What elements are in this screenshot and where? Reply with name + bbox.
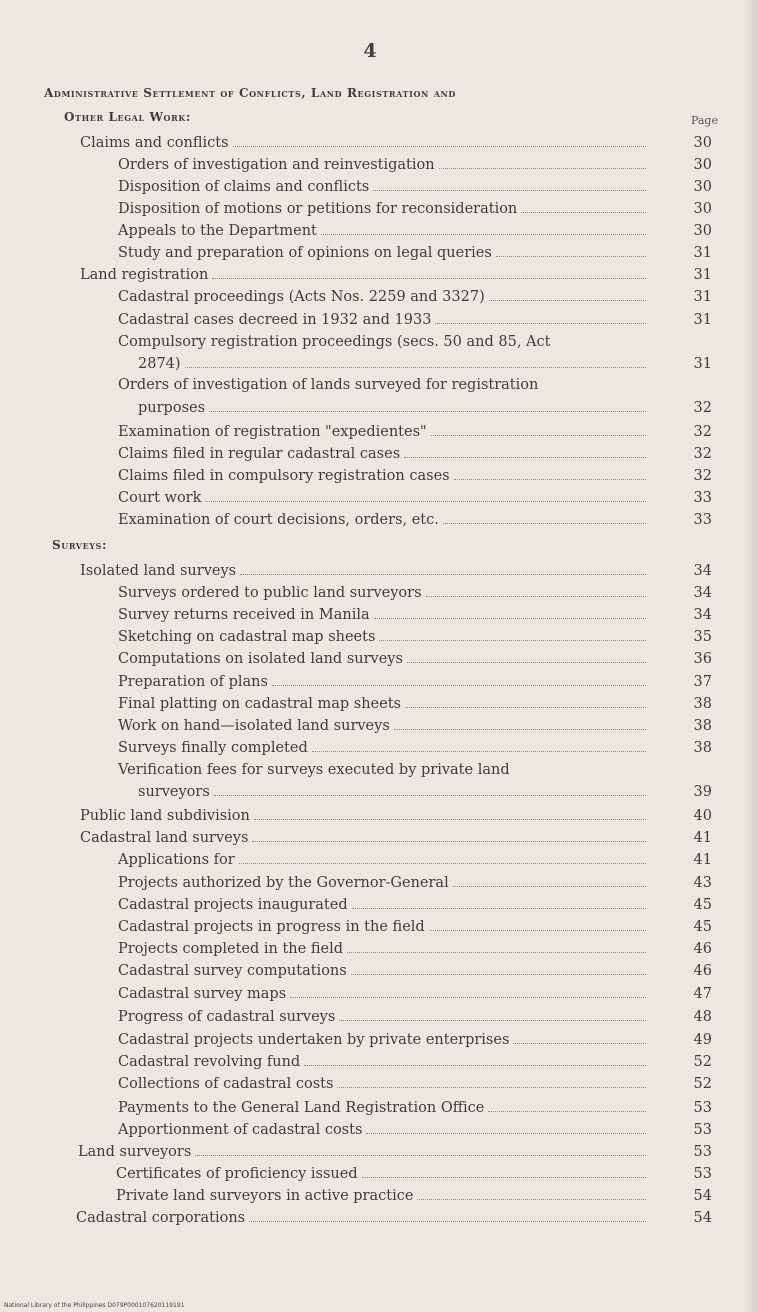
toc-entry-text: Collections of cadastral costs bbox=[118, 1076, 334, 1092]
dot-leader bbox=[195, 1155, 646, 1156]
toc-page-number: 45 bbox=[693, 919, 712, 935]
dot-leader bbox=[366, 1133, 646, 1134]
toc-entry-text: Court work bbox=[118, 490, 202, 506]
toc-page-number: 31 bbox=[693, 289, 712, 305]
toc-page-number: 30 bbox=[693, 157, 712, 173]
toc-entry bbox=[118, 626, 646, 648]
toc-entry-text: Public land subdivision bbox=[80, 808, 250, 824]
toc-page-number: 38 bbox=[693, 740, 712, 756]
footer-attribution: National Library of the Philippines D079P000107620119191 bbox=[4, 1302, 185, 1309]
toc-page-number: 34 bbox=[693, 585, 712, 601]
toc-entry-text: Certificates of proficiency issued bbox=[116, 1166, 358, 1182]
toc-entry bbox=[118, 693, 646, 715]
toc-entry-text: Compulsory registration proceedings (secs. 50 and 85, Act bbox=[118, 334, 551, 350]
toc-entry bbox=[118, 872, 646, 894]
toc-entry bbox=[118, 286, 646, 308]
dot-leader bbox=[233, 146, 646, 147]
toc-entry-text: Examination of court decisions, orders, etc. bbox=[118, 512, 439, 528]
dot-leader bbox=[212, 278, 646, 279]
toc-entry-text: Cadastral revolving fund bbox=[118, 1054, 301, 1070]
dot-leader bbox=[339, 1020, 646, 1021]
toc-entry-text: Study and preparation of opinions on legal queries bbox=[118, 245, 492, 261]
toc-entry bbox=[118, 1051, 646, 1073]
dot-leader bbox=[429, 930, 646, 931]
toc-entry bbox=[118, 487, 646, 509]
toc-entry-text: Projects completed in the field bbox=[118, 941, 344, 957]
toc-entry bbox=[118, 176, 646, 198]
toc-entry-text: Orders of investigation of lands surveyed for registration bbox=[118, 377, 539, 393]
toc-page-number: 31 bbox=[693, 267, 712, 283]
toc-page-number: 46 bbox=[693, 941, 712, 957]
toc-entry bbox=[118, 242, 646, 264]
toc-page-number: 30 bbox=[693, 223, 712, 239]
toc-entry-text: Verification fees for surveys executed by private land bbox=[118, 762, 510, 778]
toc-page-number: 34 bbox=[693, 563, 712, 579]
dot-leader bbox=[254, 819, 646, 820]
toc-entry bbox=[118, 443, 646, 465]
toc-entry bbox=[80, 805, 646, 827]
toc-page-number: 53 bbox=[693, 1144, 712, 1160]
toc-entry-text: Final platting on cadastral map sheets bbox=[118, 696, 401, 712]
dot-leader bbox=[304, 1065, 646, 1066]
toc-entry bbox=[138, 353, 646, 375]
toc-entry bbox=[116, 1163, 646, 1185]
toc-entry bbox=[118, 1073, 646, 1095]
toc-page-number: 36 bbox=[693, 651, 712, 667]
dot-leader bbox=[496, 256, 646, 257]
toc-entry-text: Cadastral land surveys bbox=[80, 830, 249, 846]
toc-entry-text: Apportionment of cadastral costs bbox=[118, 1122, 363, 1138]
dot-leader bbox=[209, 411, 646, 412]
toc-entry bbox=[118, 849, 646, 871]
toc-entry-text: Surveys finally completed bbox=[118, 740, 308, 756]
dot-leader bbox=[347, 952, 646, 953]
toc-entry-text: Cadastral projects undertaken by private enterprises bbox=[118, 1032, 510, 1048]
dot-leader bbox=[453, 886, 646, 887]
toc-page-number: 32 bbox=[693, 468, 712, 484]
toc-entry-text: Claims filed in compulsory registration cases bbox=[118, 468, 450, 484]
toc-page-number: 34 bbox=[693, 607, 712, 623]
toc-entry bbox=[80, 132, 646, 154]
toc-entry bbox=[118, 220, 646, 242]
toc-entry-text: Cadastral corporations bbox=[76, 1210, 246, 1226]
dot-leader bbox=[252, 841, 646, 842]
toc-entry bbox=[118, 671, 646, 693]
toc-entry bbox=[118, 1119, 646, 1141]
toc-page-number: 40 bbox=[693, 808, 712, 824]
toc-entry bbox=[118, 604, 646, 626]
toc-entry-text: Cadastral projects in progress in the field bbox=[118, 919, 425, 935]
dot-leader bbox=[488, 1111, 646, 1112]
toc-entry-text: Payments to the General Land Registration Office bbox=[118, 1100, 485, 1116]
dot-leader bbox=[321, 234, 646, 235]
dot-leader bbox=[417, 1199, 646, 1200]
toc-entry bbox=[118, 154, 646, 176]
dot-leader bbox=[185, 367, 646, 368]
toc-page-number: 30 bbox=[693, 135, 712, 151]
toc-entry-text: Cadastral proceedings (Acts Nos. 2259 and 3327) bbox=[118, 289, 485, 305]
toc-page-number: 35 bbox=[693, 629, 712, 645]
toc-page-number: 47 bbox=[693, 986, 712, 1002]
dot-leader bbox=[272, 685, 646, 686]
toc-entry bbox=[118, 582, 646, 604]
dot-leader bbox=[439, 168, 646, 169]
toc-entry bbox=[118, 465, 646, 487]
section-title-admin-line2: Other Legal Work: bbox=[64, 110, 191, 124]
dot-leader bbox=[374, 618, 646, 619]
toc-entry-continuation: purposes bbox=[138, 400, 206, 416]
toc-page-number: 38 bbox=[693, 696, 712, 712]
dot-leader bbox=[454, 479, 646, 480]
toc-page-number: 53 bbox=[693, 1122, 712, 1138]
toc-entry-text: Disposition of claims and conflicts bbox=[118, 179, 370, 195]
toc-page-number: 32 bbox=[693, 446, 712, 462]
toc-entry bbox=[116, 1185, 646, 1207]
toc-entry bbox=[118, 309, 646, 331]
toc-entry-text: Land registration bbox=[80, 267, 209, 283]
toc-entry-text: Land surveyors bbox=[78, 1144, 192, 1160]
toc-entry-text: Appeals to the Department bbox=[118, 223, 317, 239]
toc-page-number: 33 bbox=[693, 490, 712, 506]
toc-page-number: 48 bbox=[693, 1009, 712, 1025]
dot-leader bbox=[394, 729, 646, 730]
toc-entry-text: Isolated land surveys bbox=[80, 563, 237, 579]
dot-leader bbox=[373, 190, 646, 191]
toc-entry-text: Disposition of motions or petitions for reconsideration bbox=[118, 201, 518, 217]
toc-page-number: 53 bbox=[693, 1166, 712, 1182]
page-number: 4 bbox=[363, 40, 377, 62]
toc-entry bbox=[118, 1006, 646, 1028]
toc-entry-text: Projects authorized by the Governor-General bbox=[118, 875, 449, 891]
toc-entry-text: Preparation of plans bbox=[118, 674, 268, 690]
dot-leader bbox=[521, 212, 646, 213]
toc-entry bbox=[80, 827, 646, 849]
toc-entry-continuation: 2874) bbox=[138, 356, 181, 372]
toc-page-number: 32 bbox=[693, 400, 712, 416]
toc-entry-text: Surveys ordered to public land surveyors bbox=[118, 585, 422, 601]
dot-leader bbox=[290, 997, 646, 998]
toc-entry-text: Cadastral survey maps bbox=[118, 986, 287, 1002]
toc-page-number: 31 bbox=[693, 356, 712, 372]
toc-entry bbox=[118, 715, 646, 737]
dot-leader bbox=[443, 523, 646, 524]
toc-entry bbox=[118, 1097, 646, 1119]
toc-entry-text: Applications for bbox=[118, 852, 235, 868]
toc-entry bbox=[80, 560, 646, 582]
toc-entry-continuation: surveyors bbox=[138, 784, 210, 800]
toc-page-number: 46 bbox=[693, 963, 712, 979]
toc-entry bbox=[118, 960, 646, 982]
toc-entry bbox=[118, 737, 646, 759]
toc-entry bbox=[118, 421, 646, 443]
dot-leader bbox=[240, 574, 646, 575]
section-title-surveys: Surveys: bbox=[52, 538, 108, 552]
dot-leader bbox=[431, 435, 646, 436]
toc-page-number: 52 bbox=[693, 1076, 712, 1092]
toc-entry-text: Cadastral survey computations bbox=[118, 963, 347, 979]
toc-entry-text: Work on hand—isolated land surveys bbox=[118, 718, 390, 734]
toc-entry-text: Sketching on cadastral map sheets bbox=[118, 629, 376, 645]
dot-leader bbox=[407, 662, 646, 663]
section-title-admin-line1: Administrative Settlement of Conflicts, Land Registration and bbox=[44, 86, 456, 100]
toc-entry-text: Computations on isolated land surveys bbox=[118, 651, 403, 667]
dot-leader bbox=[312, 751, 646, 752]
toc-entry bbox=[118, 509, 646, 531]
toc-entry bbox=[118, 916, 646, 938]
dot-leader bbox=[362, 1177, 646, 1178]
dot-leader bbox=[249, 1221, 646, 1222]
toc-entry bbox=[138, 397, 646, 419]
toc-page-number: 33 bbox=[693, 512, 712, 528]
toc-entry-text: Cadastral cases decreed in 1932 and 1933 bbox=[118, 312, 432, 328]
dot-leader bbox=[489, 300, 646, 301]
dot-leader bbox=[352, 908, 646, 909]
toc-entry bbox=[76, 1207, 646, 1229]
dot-leader bbox=[214, 795, 646, 796]
toc-entry-text: Progress of cadastral surveys bbox=[118, 1009, 336, 1025]
dot-leader bbox=[239, 863, 646, 864]
toc-page-number: 41 bbox=[693, 852, 712, 868]
toc-page-number: 39 bbox=[693, 784, 712, 800]
toc-entry bbox=[118, 1029, 646, 1051]
page-column-label: Page bbox=[690, 114, 718, 127]
toc-entry-text: Survey returns received in Manila bbox=[118, 607, 370, 623]
toc-page-number: 54 bbox=[693, 1210, 712, 1226]
toc-page-number: 52 bbox=[693, 1054, 712, 1070]
dot-leader bbox=[426, 596, 646, 597]
toc-page-number: 53 bbox=[693, 1100, 712, 1116]
dot-leader bbox=[404, 457, 646, 458]
toc-entry-text: Cadastral projects inaugurated bbox=[118, 897, 348, 913]
toc-entry bbox=[138, 781, 646, 803]
toc-page-number: 49 bbox=[693, 1032, 712, 1048]
toc-entry bbox=[80, 264, 646, 286]
toc-entry-text: Private land surveyors in active practice bbox=[116, 1188, 414, 1204]
toc-entry bbox=[78, 1141, 646, 1163]
dot-leader bbox=[435, 323, 646, 324]
toc-entry bbox=[118, 938, 646, 960]
toc-page-number: 30 bbox=[693, 201, 712, 217]
toc-entry bbox=[118, 648, 646, 670]
toc-page-number: 32 bbox=[693, 424, 712, 440]
toc-page-number: 38 bbox=[693, 718, 712, 734]
toc-entry-text: Examination of registration "expedientes" bbox=[118, 424, 427, 440]
toc-entry-text: Claims and conflicts bbox=[80, 135, 229, 151]
dot-leader bbox=[351, 974, 646, 975]
toc-page-number: 43 bbox=[693, 875, 712, 891]
toc-page-number: 54 bbox=[693, 1188, 712, 1204]
toc-entry bbox=[118, 983, 646, 1005]
toc-page-number: 45 bbox=[693, 897, 712, 913]
dot-leader bbox=[205, 501, 646, 502]
toc-page-number: 30 bbox=[693, 179, 712, 195]
dot-leader bbox=[379, 640, 646, 641]
toc-page-number: 41 bbox=[693, 830, 712, 846]
toc-page-number: 31 bbox=[693, 312, 712, 328]
toc-entry-text: Orders of investigation and reinvestigation bbox=[118, 157, 435, 173]
toc-page-number: 31 bbox=[693, 245, 712, 261]
dot-leader bbox=[337, 1087, 646, 1088]
toc-entry-text: Claims filed in regular cadastral cases bbox=[118, 446, 401, 462]
dot-leader bbox=[513, 1043, 646, 1044]
toc-entry bbox=[118, 894, 646, 916]
page-edge-shadow bbox=[744, 0, 758, 1312]
toc-page-number: 37 bbox=[693, 674, 712, 690]
dot-leader bbox=[405, 707, 646, 708]
toc-entry bbox=[118, 198, 646, 220]
